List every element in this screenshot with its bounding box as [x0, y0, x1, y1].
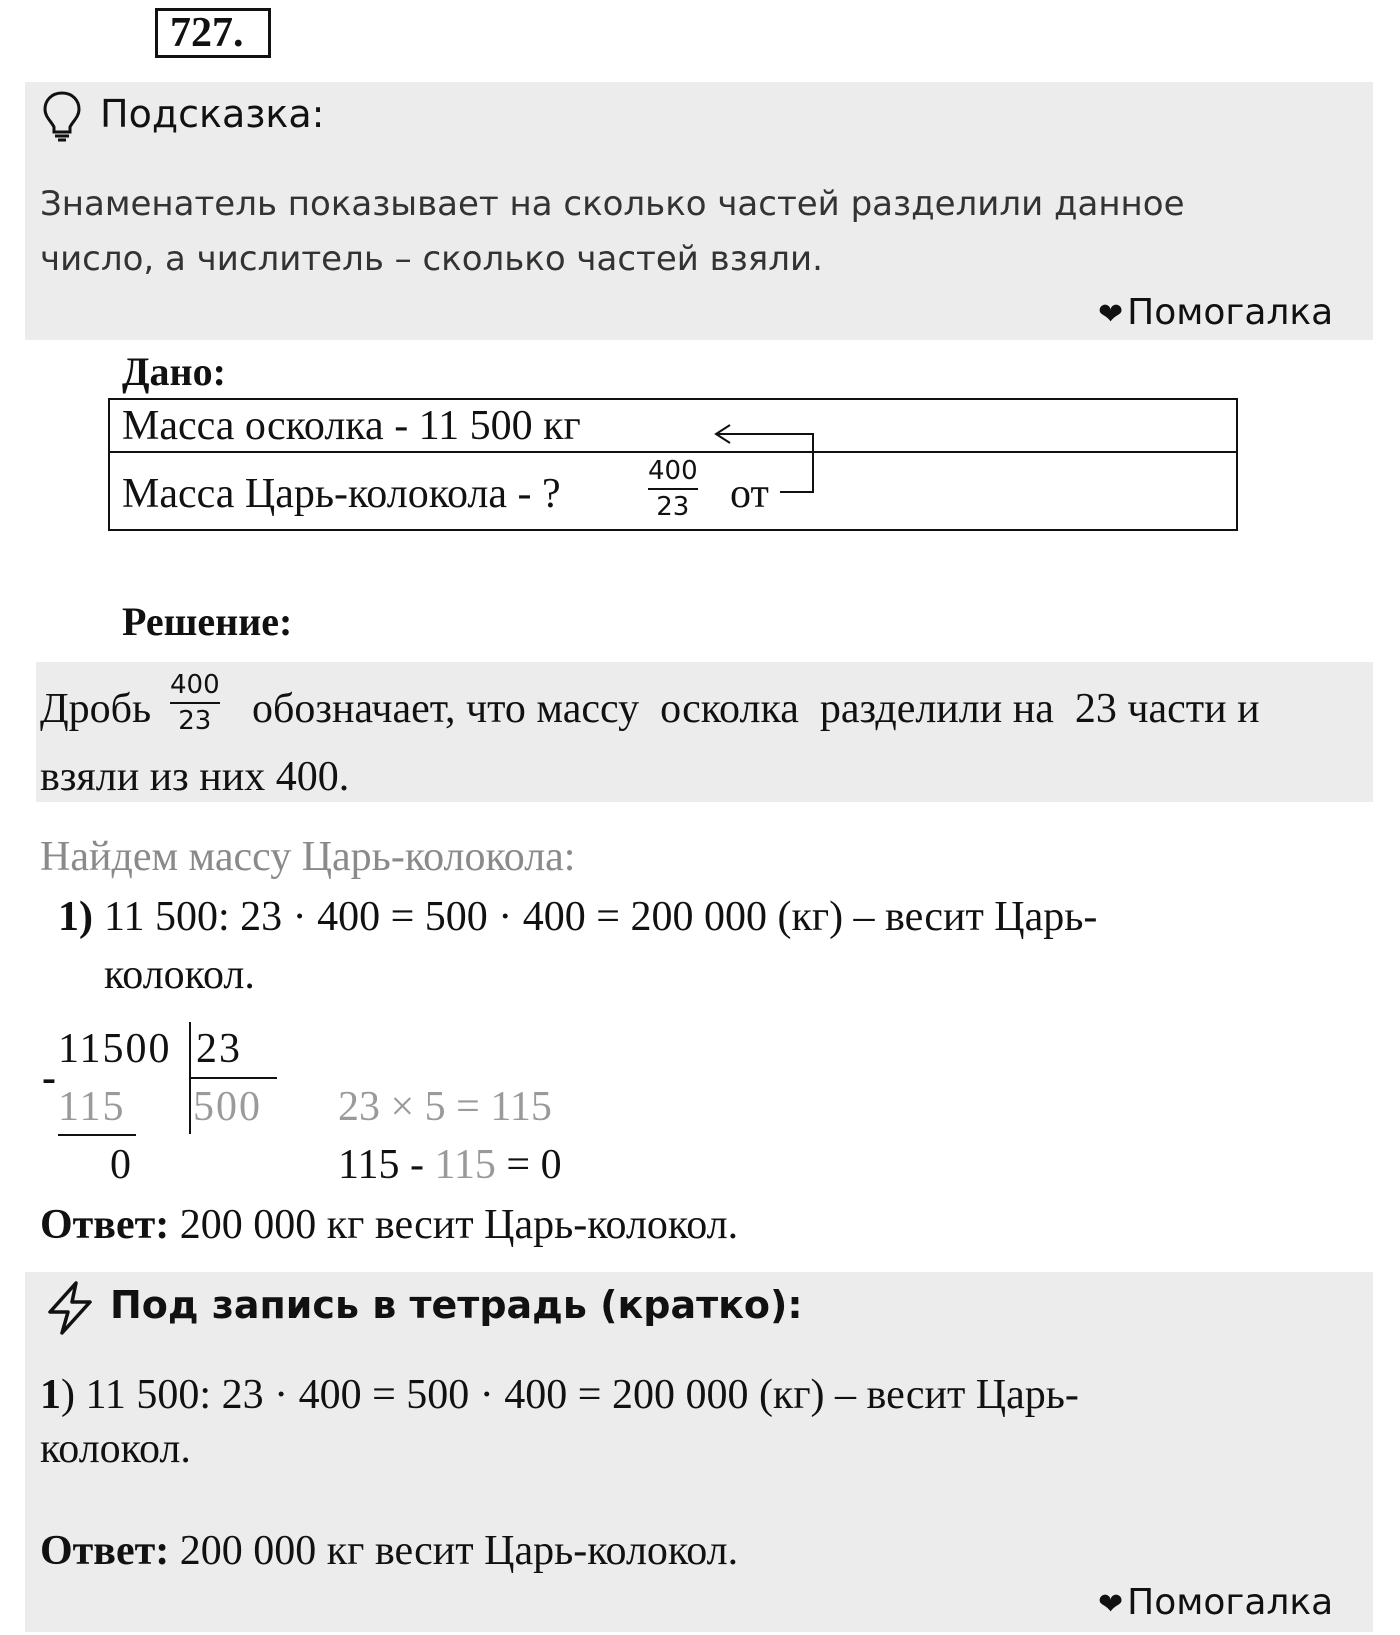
answer-label: Ответ:	[40, 1202, 170, 1248]
division-divisor: 23	[196, 1026, 242, 1072]
solution-heading: Решение:	[122, 599, 293, 644]
brand-label: Помогалка	[1127, 292, 1334, 333]
step-continuation: колокол.	[104, 952, 255, 998]
brand-label: Помогалка	[1127, 1582, 1334, 1623]
division-check-2	[338, 1140, 562, 1190]
notebook-brand	[1098, 1582, 1333, 1623]
division-subtract-line	[58, 1134, 136, 1136]
notebook-step-number: 1	[40, 1372, 61, 1418]
fraction-explanation-2: взяли из них 400.	[40, 754, 350, 800]
notebook-title: Под запись в тетрадь (кратко):	[110, 1283, 803, 1327]
notebook-step-equation: ) 11 500: 23 · 400 = 500 · 400 = 200 000 (кг) – весит Царь-	[61, 1372, 1079, 1418]
given-fraction	[648, 456, 698, 522]
hint-line-2: число, а числитель – сколько частей взяли.	[40, 239, 823, 279]
division-quotient: 500	[193, 1084, 262, 1130]
division-check-1: 23 × 5 = 115	[338, 1084, 552, 1130]
task-number: 727.	[155, 8, 271, 58]
division-partial: 115	[58, 1084, 126, 1130]
notebook-answer-label: Ответ:	[40, 1528, 170, 1574]
fraction-numerator: 400	[170, 670, 220, 700]
division-minus: -	[42, 1055, 56, 1101]
hint-text	[40, 177, 1360, 287]
fraction-prefix: Дробь	[40, 686, 152, 732]
hint-brand	[1098, 292, 1333, 333]
given-heading: Дано:	[122, 349, 226, 394]
fraction-numerator: 400	[648, 456, 698, 486]
division-dividend: 11500	[58, 1026, 172, 1072]
step-number: 1)	[58, 894, 93, 940]
answer-text: 200 000 кг весит Царь-колокол.	[179, 1202, 739, 1248]
fraction-explanation: обозначает, что массу осколка разделили на 23 части и	[252, 686, 1260, 732]
lightbulb-icon	[42, 90, 82, 142]
notebook-step	[40, 1370, 1079, 1420]
given-mass-fragment: Масса осколка - 11 500 кг	[122, 403, 581, 449]
given-from: от	[730, 471, 769, 517]
find-text: Найдем массу Царь-колокола:	[40, 834, 576, 880]
heart-icon: ❤	[1098, 297, 1124, 332]
division-divisor-line	[189, 1077, 277, 1079]
hint-line-1: Знаменатель показывает на сколько частей разделили данное	[40, 184, 1185, 224]
fraction-denominator: 23	[178, 706, 212, 736]
check-subtrahend: 115	[434, 1142, 496, 1188]
notebook-answer-text: 200 000 кг весит Царь-колокол.	[179, 1528, 739, 1574]
heart-icon: ❤	[1098, 1587, 1124, 1622]
given-mass-bell: Масса Царь-колокола - ?	[122, 471, 561, 517]
notebook-step-continuation: колокол.	[40, 1426, 191, 1472]
check-minuend: 115 -	[338, 1142, 435, 1188]
relation-arrow	[710, 420, 820, 500]
step-equation: 11 500: 23 · 400 = 500 · 400 = 200 000 (кг) – весит Царь-	[104, 894, 1098, 940]
lightning-icon	[44, 1280, 96, 1336]
hint-title: Подсказка:	[100, 92, 325, 136]
solution-fraction	[170, 670, 220, 736]
notebook-answer	[40, 1526, 738, 1576]
answer	[40, 1200, 738, 1250]
check-result: = 0	[495, 1142, 562, 1188]
division-remainder: 0	[110, 1142, 131, 1188]
fraction-denominator: 23	[656, 492, 690, 522]
